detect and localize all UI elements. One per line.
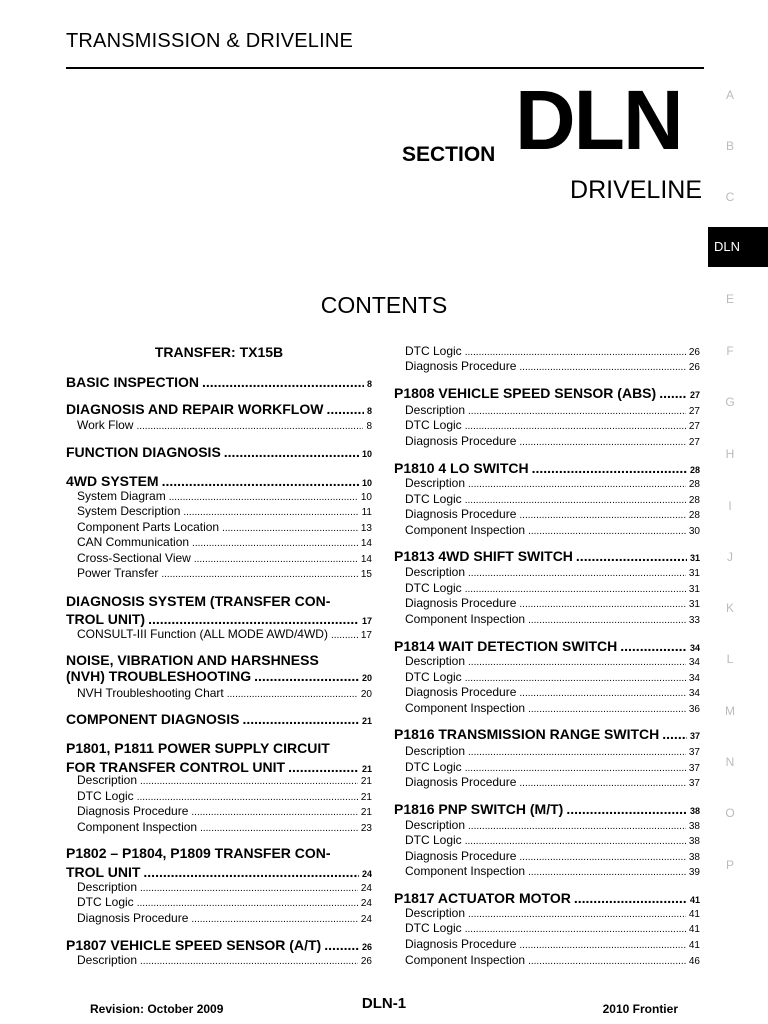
toc-leader-dots — [242, 711, 359, 727]
toc-entry-label: Diagnosis Procedure — [405, 359, 517, 373]
toc-leader-dots — [468, 821, 686, 832]
toc-subentry[interactable] — [394, 906, 700, 920]
toc-leader-dots — [576, 548, 687, 564]
side-tab-i[interactable]: I — [728, 499, 732, 513]
toc-subentry[interactable] — [66, 804, 372, 818]
toc-entry[interactable] — [66, 374, 372, 390]
toc-leader-dots — [169, 492, 358, 503]
toc-leader-dots — [528, 956, 686, 967]
toc-page-number: 26 — [688, 347, 700, 358]
toc-page-number: 27 — [689, 390, 700, 400]
toc-entry-label: Diagnosis Procedure — [405, 596, 517, 610]
toc-entry-label: Component Inspection — [405, 953, 526, 967]
toc-leader-dots — [202, 374, 364, 390]
toc-leader-dots — [659, 385, 687, 401]
toc-entry-label: Description — [77, 773, 138, 787]
toc-page-number: 38 — [688, 821, 700, 832]
toc-page-number: 38 — [689, 806, 700, 816]
toc-page-number: 28 — [688, 495, 700, 506]
side-tab-o[interactable]: O — [725, 806, 735, 820]
toc-heading-line: DIAGNOSIS SYSTEM (TRANSFER CON- — [66, 593, 331, 609]
toc-page-number: 39 — [688, 867, 700, 878]
toc-entry-label: DTC Logic — [405, 344, 462, 358]
toc-page-number: 34 — [688, 673, 700, 684]
toc-subentry[interactable] — [66, 895, 372, 909]
toc-page-number: 8 — [366, 421, 372, 432]
toc-leader-dots — [140, 883, 358, 894]
toc-leader-dots — [468, 747, 686, 758]
toc-page-number: 34 — [689, 643, 700, 653]
toc-leader-dots — [465, 763, 686, 774]
toc-page-number: 30 — [688, 526, 700, 537]
toc-page-number: 14 — [360, 554, 372, 565]
side-tab-e[interactable]: E — [725, 292, 734, 306]
section-word: SECTION — [402, 143, 496, 166]
toc-subentry[interactable] — [394, 775, 700, 789]
toc-subentry[interactable] — [394, 760, 700, 774]
toc-page-number: 41 — [688, 909, 700, 920]
toc-page-number: 24 — [360, 898, 372, 909]
toc-entry-label: P1816 TRANSMISSION RANGE SWITCH — [394, 726, 660, 742]
toc-leader-dots — [566, 801, 687, 817]
toc-leader-dots — [136, 421, 363, 432]
toc-entry[interactable] — [66, 473, 372, 489]
toc-entry[interactable] — [66, 444, 372, 460]
toc-page-number: 26 — [361, 942, 372, 952]
toc-page-number: 10 — [361, 449, 372, 459]
toc-leader-dots — [227, 689, 358, 700]
toc-page-number: 26 — [360, 956, 372, 967]
toc-subentry[interactable] — [394, 654, 700, 668]
toc-entry-label: Description — [77, 953, 138, 967]
toc-subentry[interactable] — [66, 418, 372, 432]
section-code: DLN — [515, 73, 682, 167]
side-tab-g[interactable]: G — [725, 395, 735, 409]
toc-entry-label: Power Transfer — [77, 566, 159, 580]
toc-subentry[interactable] — [66, 551, 372, 565]
toc-entry[interactable] — [394, 460, 700, 476]
toc-entry[interactable] — [394, 726, 700, 742]
toc-entry-label: Description — [405, 476, 466, 490]
toc-subentry[interactable] — [66, 686, 372, 700]
toc-entry-label: DTC Logic — [405, 833, 462, 847]
toc-subentry[interactable] — [66, 566, 372, 580]
toc-heading-line: P1802 – P1804, P1809 TRANSFER CON- — [66, 845, 331, 861]
side-tab-a[interactable]: A — [725, 88, 734, 102]
toc-page-number: 31 — [688, 599, 700, 610]
toc-entry-label: P1807 VEHICLE SPEED SENSOR (A/T) — [66, 937, 322, 953]
toc-entry-label: Description — [405, 565, 466, 579]
contents-title: CONTENTS — [320, 292, 448, 318]
toc-entry-label: FUNCTION DIAGNOSIS — [66, 444, 221, 460]
toc-leader-dots — [191, 807, 357, 818]
toc-page-number: 17 — [361, 616, 372, 626]
toc-leader-dots — [465, 584, 686, 595]
toc-leader-dots — [468, 479, 686, 490]
toc-entry[interactable] — [66, 864, 372, 880]
toc-page-number: 11 — [361, 507, 372, 518]
toc-entry-label: System Diagram — [77, 489, 166, 503]
side-tab-k[interactable]: K — [725, 601, 734, 615]
toc-page-number: 27 — [688, 437, 700, 448]
toc-subentry[interactable] — [394, 565, 700, 579]
toc-leader-dots — [161, 569, 358, 580]
toc-entry-label: System Description — [77, 504, 181, 518]
toc-entry[interactable] — [66, 401, 372, 417]
toc-page-number: 26 — [688, 362, 700, 373]
toc-leader-dots — [465, 421, 686, 432]
toc-subentry[interactable] — [394, 403, 700, 417]
toc-page-number: 24 — [360, 914, 372, 925]
toc-leader-dots — [148, 611, 359, 627]
toc-subentry[interactable] — [394, 864, 700, 878]
toc-leader-dots — [528, 867, 686, 878]
toc-entry-label: Diagnosis Procedure — [405, 937, 517, 951]
toc-entry-label: Component Inspection — [77, 820, 198, 834]
toc-leader-dots — [465, 924, 686, 935]
toc-subentry[interactable] — [394, 581, 700, 595]
toc-entry-label: Diagnosis Procedure — [405, 685, 517, 699]
side-tab-j[interactable]: J — [727, 550, 733, 564]
toc-subentry[interactable] — [394, 685, 700, 699]
toc-page-number: 41 — [689, 895, 700, 905]
toc-page-number: 21 — [360, 792, 372, 803]
toc-subentry[interactable] — [394, 953, 700, 967]
side-tab-l[interactable]: L — [726, 652, 734, 666]
toc-entry[interactable] — [394, 385, 700, 401]
toc-leader-dots — [222, 523, 358, 534]
toc-leader-dots — [465, 673, 686, 684]
toc-entry-label: DTC Logic — [77, 895, 134, 909]
toc-subentry[interactable] — [394, 596, 700, 610]
toc-page-number: 17 — [360, 630, 372, 641]
toc-leader-dots — [465, 495, 686, 506]
footer-model: 2010 Frontier — [602, 1002, 678, 1016]
toc-entry-label: Description — [405, 906, 466, 920]
toc-page-number: 21 — [360, 776, 372, 787]
toc-subentry[interactable] — [66, 535, 372, 549]
toc-entry-label: P1817 ACTUATOR MOTOR — [394, 890, 571, 906]
toc-subentry[interactable] — [66, 880, 372, 894]
toc-subentry[interactable] — [394, 507, 700, 521]
toc-entry-label: DTC Logic — [405, 921, 462, 935]
toc-leader-dots — [519, 852, 685, 863]
toc-leader-dots — [519, 362, 685, 373]
side-tab-c[interactable]: C — [725, 190, 735, 204]
toc-leader-dots — [574, 890, 687, 906]
toc-page-number: 20 — [360, 689, 372, 700]
toc-page-number: 27 — [688, 406, 700, 417]
toc-page-number: 46 — [688, 956, 700, 967]
toc-entry-label: TROL UNIT — [66, 864, 141, 880]
toc-subentry[interactable] — [394, 612, 700, 626]
toc-subentry[interactable] — [394, 701, 700, 715]
toc-subentry[interactable] — [394, 344, 700, 358]
toc-page-number: 24 — [360, 883, 372, 894]
toc-entry-label: P1808 VEHICLE SPEED SENSOR (ABS) — [394, 385, 657, 401]
toc-entry-label: TROL UNIT) — [66, 611, 146, 627]
toc-subentry[interactable] — [394, 833, 700, 847]
side-tab-b[interactable]: B — [725, 139, 734, 153]
toc-leader-dots — [326, 401, 364, 417]
toc-page-number: 21 — [361, 764, 372, 774]
toc-entry-label: Component Inspection — [405, 701, 526, 715]
toc-leader-dots — [519, 510, 685, 521]
toc-entry-label: DTC Logic — [405, 670, 462, 684]
toc-leader-dots — [468, 657, 686, 668]
toc-subentry[interactable] — [394, 937, 700, 951]
toc-entry[interactable] — [66, 611, 372, 627]
toc-leader-dots — [194, 554, 358, 565]
toc-entry-label: P1813 4WD SHIFT SWITCH — [394, 548, 573, 564]
toc-leader-dots — [137, 792, 358, 803]
toc-entry-label: DTC Logic — [405, 760, 462, 774]
side-tab-dln[interactable]: DLN — [708, 227, 768, 267]
toc-subentry[interactable] — [66, 953, 372, 967]
toc-leader-dots — [162, 473, 359, 489]
toc-entry-label: BASIC INSPECTION — [66, 374, 200, 390]
header-title: TRANSMISSION & DRIVELINE — [66, 30, 354, 52]
toc-entry-label: 4WD SYSTEM — [66, 473, 159, 489]
toc-entry[interactable] — [66, 937, 372, 953]
toc-entry-label: Component Inspection — [405, 864, 526, 878]
toc-entry-label: DTC Logic — [405, 581, 462, 595]
toc-page-number: 34 — [688, 688, 700, 699]
toc-page-number: 21 — [361, 716, 372, 726]
toc-page-number: 27 — [688, 421, 700, 432]
toc-heading-line: NOISE, VIBRATION AND HARSHNESS — [66, 652, 319, 668]
toc-entry-label: Component Inspection — [405, 612, 526, 626]
toc-entry-label: Component Parts Location — [77, 520, 220, 534]
toc-entry-label: Cross-Sectional View — [77, 551, 191, 565]
toc-leader-dots — [519, 778, 685, 789]
toc-entry-label: CAN Communication — [77, 535, 190, 549]
toc-subentry[interactable] — [394, 921, 700, 935]
toc-page-number: 41 — [688, 924, 700, 935]
toc-subhead: TRANSFER: TX15B — [154, 344, 284, 360]
toc-page-number: 33 — [688, 615, 700, 626]
toc-entry-label: DIAGNOSIS AND REPAIR WORKFLOW — [66, 401, 324, 417]
toc-entry-label: Diagnosis Procedure — [405, 507, 517, 521]
toc-entry-label: P1816 PNP SWITCH (M/T) — [394, 801, 564, 817]
toc-subentry[interactable] — [394, 492, 700, 506]
toc-leader-dots — [519, 940, 685, 951]
toc-page-number: 21 — [360, 807, 372, 818]
toc-entry[interactable] — [394, 890, 700, 906]
toc-entry-label: CONSULT-III Function (ALL MODE AWD/4WD) — [77, 627, 328, 641]
toc-entry-label: Diagnosis Procedure — [77, 804, 189, 818]
toc-entry-label: DTC Logic — [405, 418, 462, 432]
toc-subentry[interactable] — [394, 476, 700, 490]
toc-entry-label: Description — [405, 744, 466, 758]
toc-subentry[interactable] — [394, 818, 700, 832]
toc-subentry[interactable] — [394, 523, 700, 537]
toc-leader-dots — [468, 909, 686, 920]
toc-leader-dots — [143, 864, 359, 880]
toc-subentry[interactable] — [66, 489, 372, 503]
toc-subentry[interactable] — [394, 744, 700, 758]
toc-leader-dots — [324, 937, 359, 953]
toc-page-number: 24 — [361, 869, 372, 879]
toc-entry[interactable] — [66, 711, 372, 727]
footer-page-number: DLN-1 — [361, 995, 407, 1012]
toc-subentry[interactable] — [394, 418, 700, 432]
toc-page-number: 10 — [360, 492, 372, 503]
toc-subentry[interactable] — [66, 773, 372, 787]
toc-entry-label: DTC Logic — [77, 789, 134, 803]
toc-entry-label: Diagnosis Procedure — [405, 775, 517, 789]
side-tab-m[interactable]: M — [725, 704, 735, 718]
side-tab-n[interactable]: N — [725, 755, 735, 769]
toc-entry-label: P1810 4 LO SWITCH — [394, 460, 529, 476]
toc-entry-label: Description — [405, 403, 466, 417]
side-tab-f[interactable]: F — [726, 344, 734, 358]
toc-entry-label: P1814 WAIT DETECTION SWITCH — [394, 638, 618, 654]
toc-page-number: 15 — [360, 569, 372, 580]
toc-subentry[interactable] — [66, 789, 372, 803]
toc-subentry[interactable] — [394, 849, 700, 863]
toc-entry[interactable] — [394, 801, 700, 817]
toc-leader-dots — [465, 836, 686, 847]
header-rule — [66, 67, 704, 69]
toc-page-number: 28 — [688, 479, 700, 490]
toc-leader-dots — [192, 538, 358, 549]
toc-page-number: 34 — [688, 657, 700, 668]
toc-leader-dots — [191, 914, 357, 925]
toc-entry-label: Work Flow — [77, 418, 134, 432]
side-tab-p[interactable]: P — [725, 858, 734, 872]
side-tab-h[interactable]: H — [725, 447, 735, 461]
toc-leader-dots — [465, 347, 686, 358]
toc-leader-dots — [519, 688, 685, 699]
toc-leader-dots — [140, 776, 358, 787]
toc-entry-label: (NVH) TROUBLESHOOTING — [66, 668, 252, 684]
toc-entry-label: COMPONENT DIAGNOSIS — [66, 711, 240, 727]
toc-entry-label: Diagnosis Procedure — [405, 849, 517, 863]
toc-entry-label: Diagnosis Procedure — [405, 434, 517, 448]
toc-page-number: 41 — [688, 940, 700, 951]
toc-leader-dots — [528, 615, 686, 626]
toc-page-number: 14 — [360, 538, 372, 549]
toc-heading-line: P1801, P1811 POWER SUPPLY CIRCUIT — [66, 740, 330, 756]
toc-leader-dots — [331, 630, 358, 641]
toc-entry-label: DTC Logic — [405, 492, 462, 506]
toc-page-number: 20 — [361, 673, 372, 683]
toc-page-number: 31 — [688, 568, 700, 579]
toc-leader-dots — [468, 568, 686, 579]
toc-entry-label: Diagnosis Procedure — [77, 911, 189, 925]
toc-page-number: 31 — [688, 584, 700, 595]
toc-page-number: 38 — [688, 836, 700, 847]
toc-leader-dots — [519, 599, 685, 610]
toc-entry-label: Description — [405, 654, 466, 668]
toc-page-number: 37 — [688, 747, 700, 758]
toc-subentry[interactable] — [394, 434, 700, 448]
toc-entry[interactable] — [66, 668, 372, 684]
section-name: DRIVELINE — [570, 176, 702, 204]
toc-page-number: 37 — [689, 731, 700, 741]
toc-leader-dots — [519, 437, 685, 448]
toc-entry[interactable] — [394, 638, 700, 654]
toc-leader-dots — [224, 444, 359, 460]
footer-revision: Revision: October 2009 — [90, 1002, 224, 1016]
toc-leader-dots — [140, 956, 358, 967]
toc-leader-dots — [468, 406, 686, 417]
toc-entry-label: Description — [77, 880, 138, 894]
toc-subentry[interactable] — [394, 670, 700, 684]
toc-entry-label: Description — [405, 818, 466, 832]
toc-subentry[interactable] — [66, 520, 372, 534]
toc-subentry[interactable] — [66, 627, 372, 641]
toc-subentry[interactable] — [66, 820, 372, 834]
toc-entry-label: FOR TRANSFER CONTROL UNIT — [66, 759, 286, 775]
toc-subentry[interactable] — [66, 911, 372, 925]
toc-subentry[interactable] — [394, 359, 700, 373]
toc-page-number: 28 — [689, 465, 700, 475]
toc-page-number: 37 — [688, 778, 700, 789]
toc-leader-dots — [620, 638, 687, 654]
toc-page-number: 10 — [361, 478, 372, 488]
toc-page-number: 31 — [689, 553, 700, 563]
toc-subentry[interactable] — [66, 504, 372, 518]
toc-page-number: 28 — [688, 510, 700, 521]
toc-leader-dots — [528, 704, 686, 715]
toc-leader-dots — [662, 726, 687, 742]
toc-page-number: 23 — [360, 823, 372, 834]
toc-entry-label: Component Inspection — [405, 523, 526, 537]
toc-leader-dots — [528, 526, 686, 537]
toc-page-number: 36 — [688, 704, 700, 715]
toc-leader-dots — [137, 898, 358, 909]
toc-leader-dots — [183, 507, 358, 518]
toc-page-number: 8 — [366, 379, 372, 389]
toc-page-number: 8 — [366, 406, 372, 416]
toc-entry-label: NVH Troubleshooting Chart — [77, 686, 224, 700]
toc-page-number: 38 — [688, 852, 700, 863]
toc-leader-dots — [254, 668, 359, 684]
toc-entry[interactable] — [394, 548, 700, 564]
toc-leader-dots — [200, 823, 358, 834]
toc-page-number: 37 — [688, 763, 700, 774]
toc-page-number: 13 — [360, 523, 372, 534]
toc-leader-dots — [532, 460, 687, 476]
